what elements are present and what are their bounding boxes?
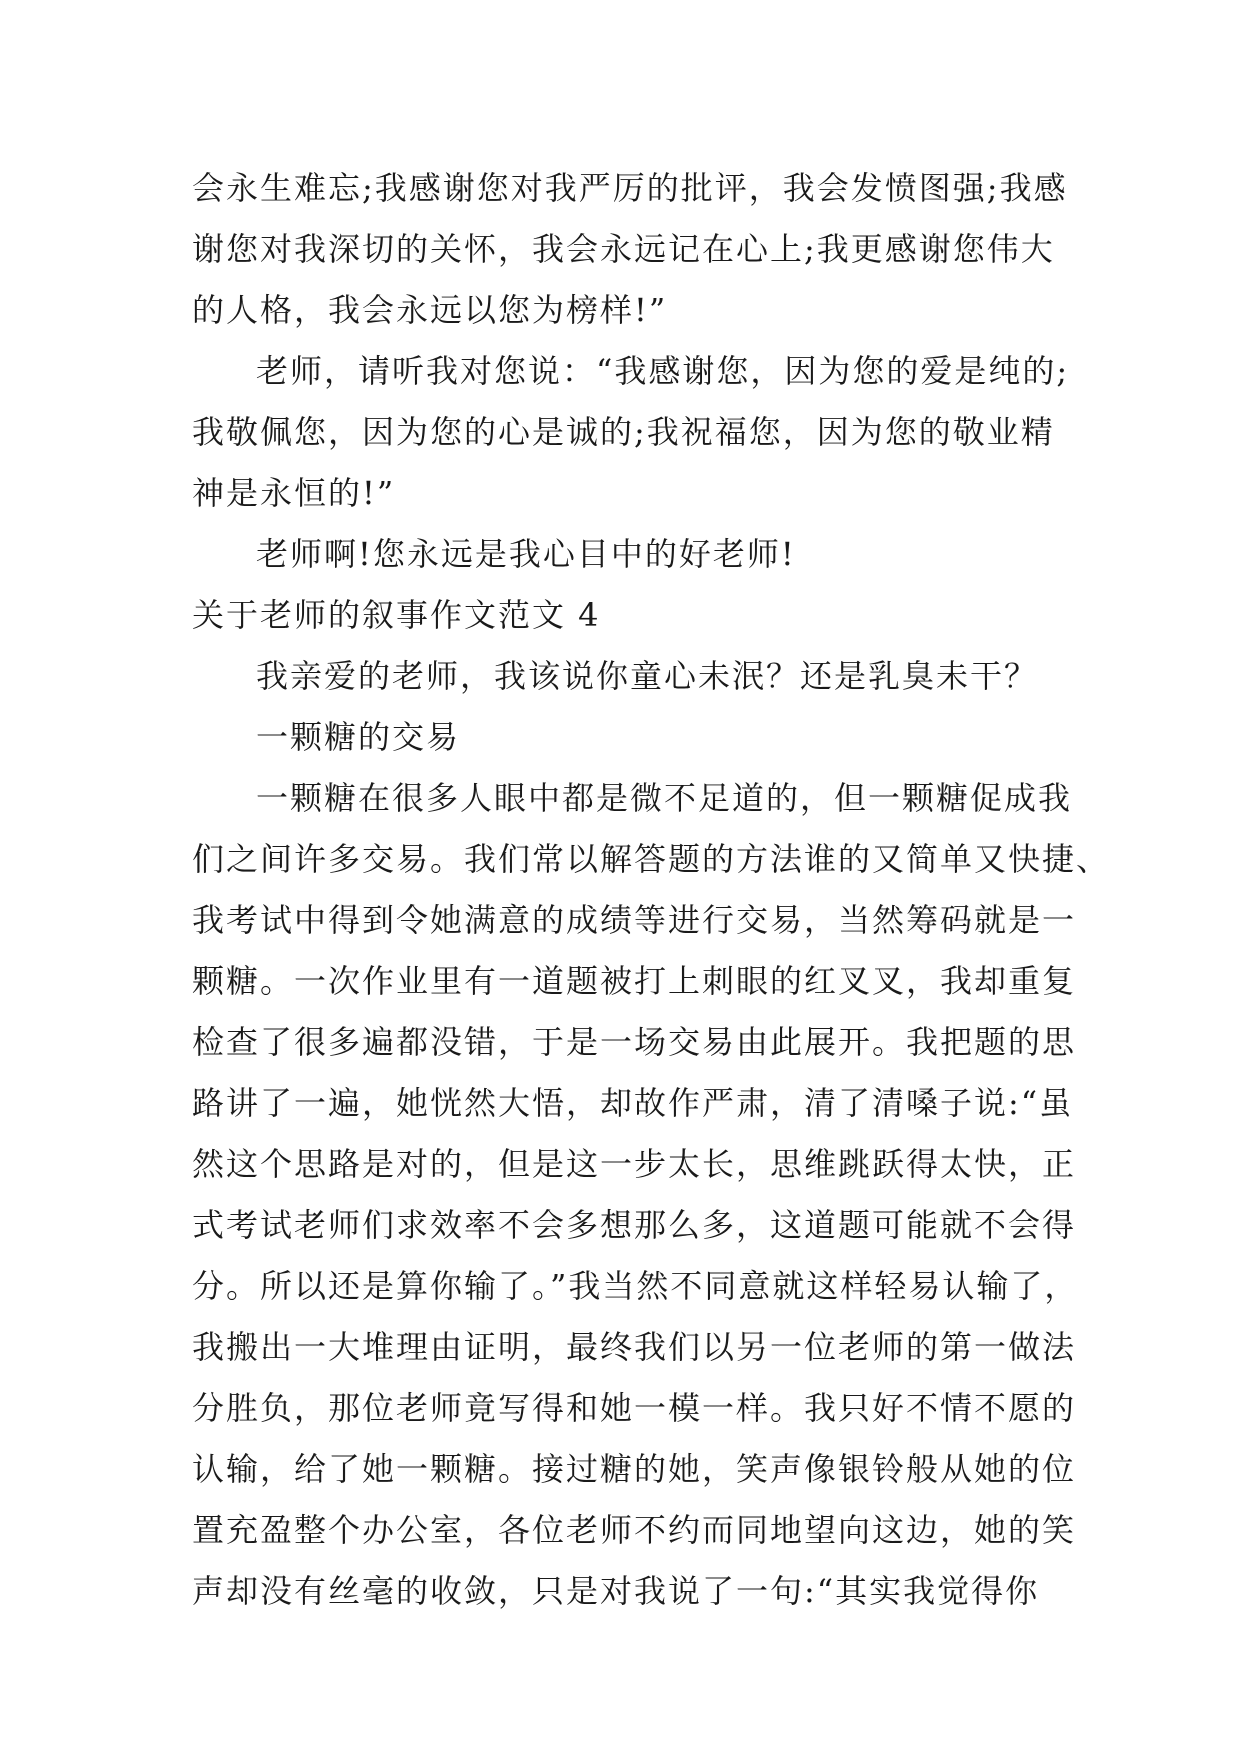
paragraph-6-line-3: 我考试中得到令她满意的成绩等进行交易，当然筹码就是一 xyxy=(192,901,1077,939)
paragraph-6-line-4: 颗糖。一次作业里有一道题被打上刺眼的红叉叉，我却重复 xyxy=(192,962,1077,1000)
paragraph-4: 我亲爱的老师，我该说你童心未泯？还是乳臭未干？ xyxy=(256,657,1039,695)
paragraph-6-line-10: 我搬出一大堆理由证明，最终我们以另一位老师的第一做法 xyxy=(192,1328,1077,1366)
paragraph-6-line-12: 认输，给了她一颗糖。接过糖的她，笑声像银铃般从她的位 xyxy=(192,1450,1077,1488)
paragraph-2-line-1: 老师，请听我对您说：“我感谢您，因为您的爱是纯的; xyxy=(256,352,1070,390)
paragraph-6-line-11: 分胜负，那位老师竟写得和她一模一样。我只好不情不愿的 xyxy=(192,1389,1077,1427)
paragraph-6-line-5: 检查了很多遍都没错，于是一场交易由此展开。我把题的思 xyxy=(192,1023,1077,1061)
paragraph-6-line-1: 一颗糖在很多人眼中都是微不足道的，但一颗糖促成我 xyxy=(256,779,1073,817)
paragraph-1-line-2: 谢您对我深切的关怀，我会永远记在心上;我更感谢您伟大 xyxy=(192,230,1055,268)
paragraph-6-line-6: 路讲了一遍，她恍然大悟，却故作严肃，清了清嗓子说:“虽 xyxy=(192,1084,1074,1122)
paragraph-1-line-3: 的人格，我会永远以您为榜样!” xyxy=(192,291,668,329)
paragraph-6-line-14: 声却没有丝毫的收敛，只是对我说了一句:“其实我觉得你 xyxy=(192,1572,1040,1610)
paragraph-2-line-3: 神是永恒的!” xyxy=(192,474,396,512)
paragraph-6-line-8: 式考试老师们求效率不会多想那么多，这道题可能就不会得 xyxy=(192,1206,1077,1244)
paragraph-5-subtitle: 一颗糖的交易 xyxy=(256,718,461,756)
section-heading: 关于老师的叙事作文范文 4 xyxy=(192,596,601,634)
paragraph-6-line-13: 置充盈整个办公室，各位老师不约而同地望向这边，她的笑 xyxy=(192,1511,1077,1549)
paragraph-2-line-2: 我敬佩您，因为您的心是诚的;我祝福您，因为您的敬业精 xyxy=(192,413,1055,451)
document-body xyxy=(192,158,1111,1622)
paragraph-1-line-1: 会永生难忘;我感谢您对我严厉的批评，我会发愤图强;我感 xyxy=(192,169,1068,207)
paragraph-6-line-9: 分。所以还是算你输了。”我当然不同意就这样轻易认输了， xyxy=(192,1267,1079,1305)
paragraph-6-line-2: 们之间许多交易。我们常以解答题的方法谁的又简单又快捷、 xyxy=(192,840,1111,878)
paragraph-3: 老师啊!您永远是我心目中的好老师! xyxy=(256,535,796,573)
paragraph-6-line-7: 然这个思路是对的，但是这一步太长，思维跳跃得太快，正 xyxy=(192,1145,1077,1183)
